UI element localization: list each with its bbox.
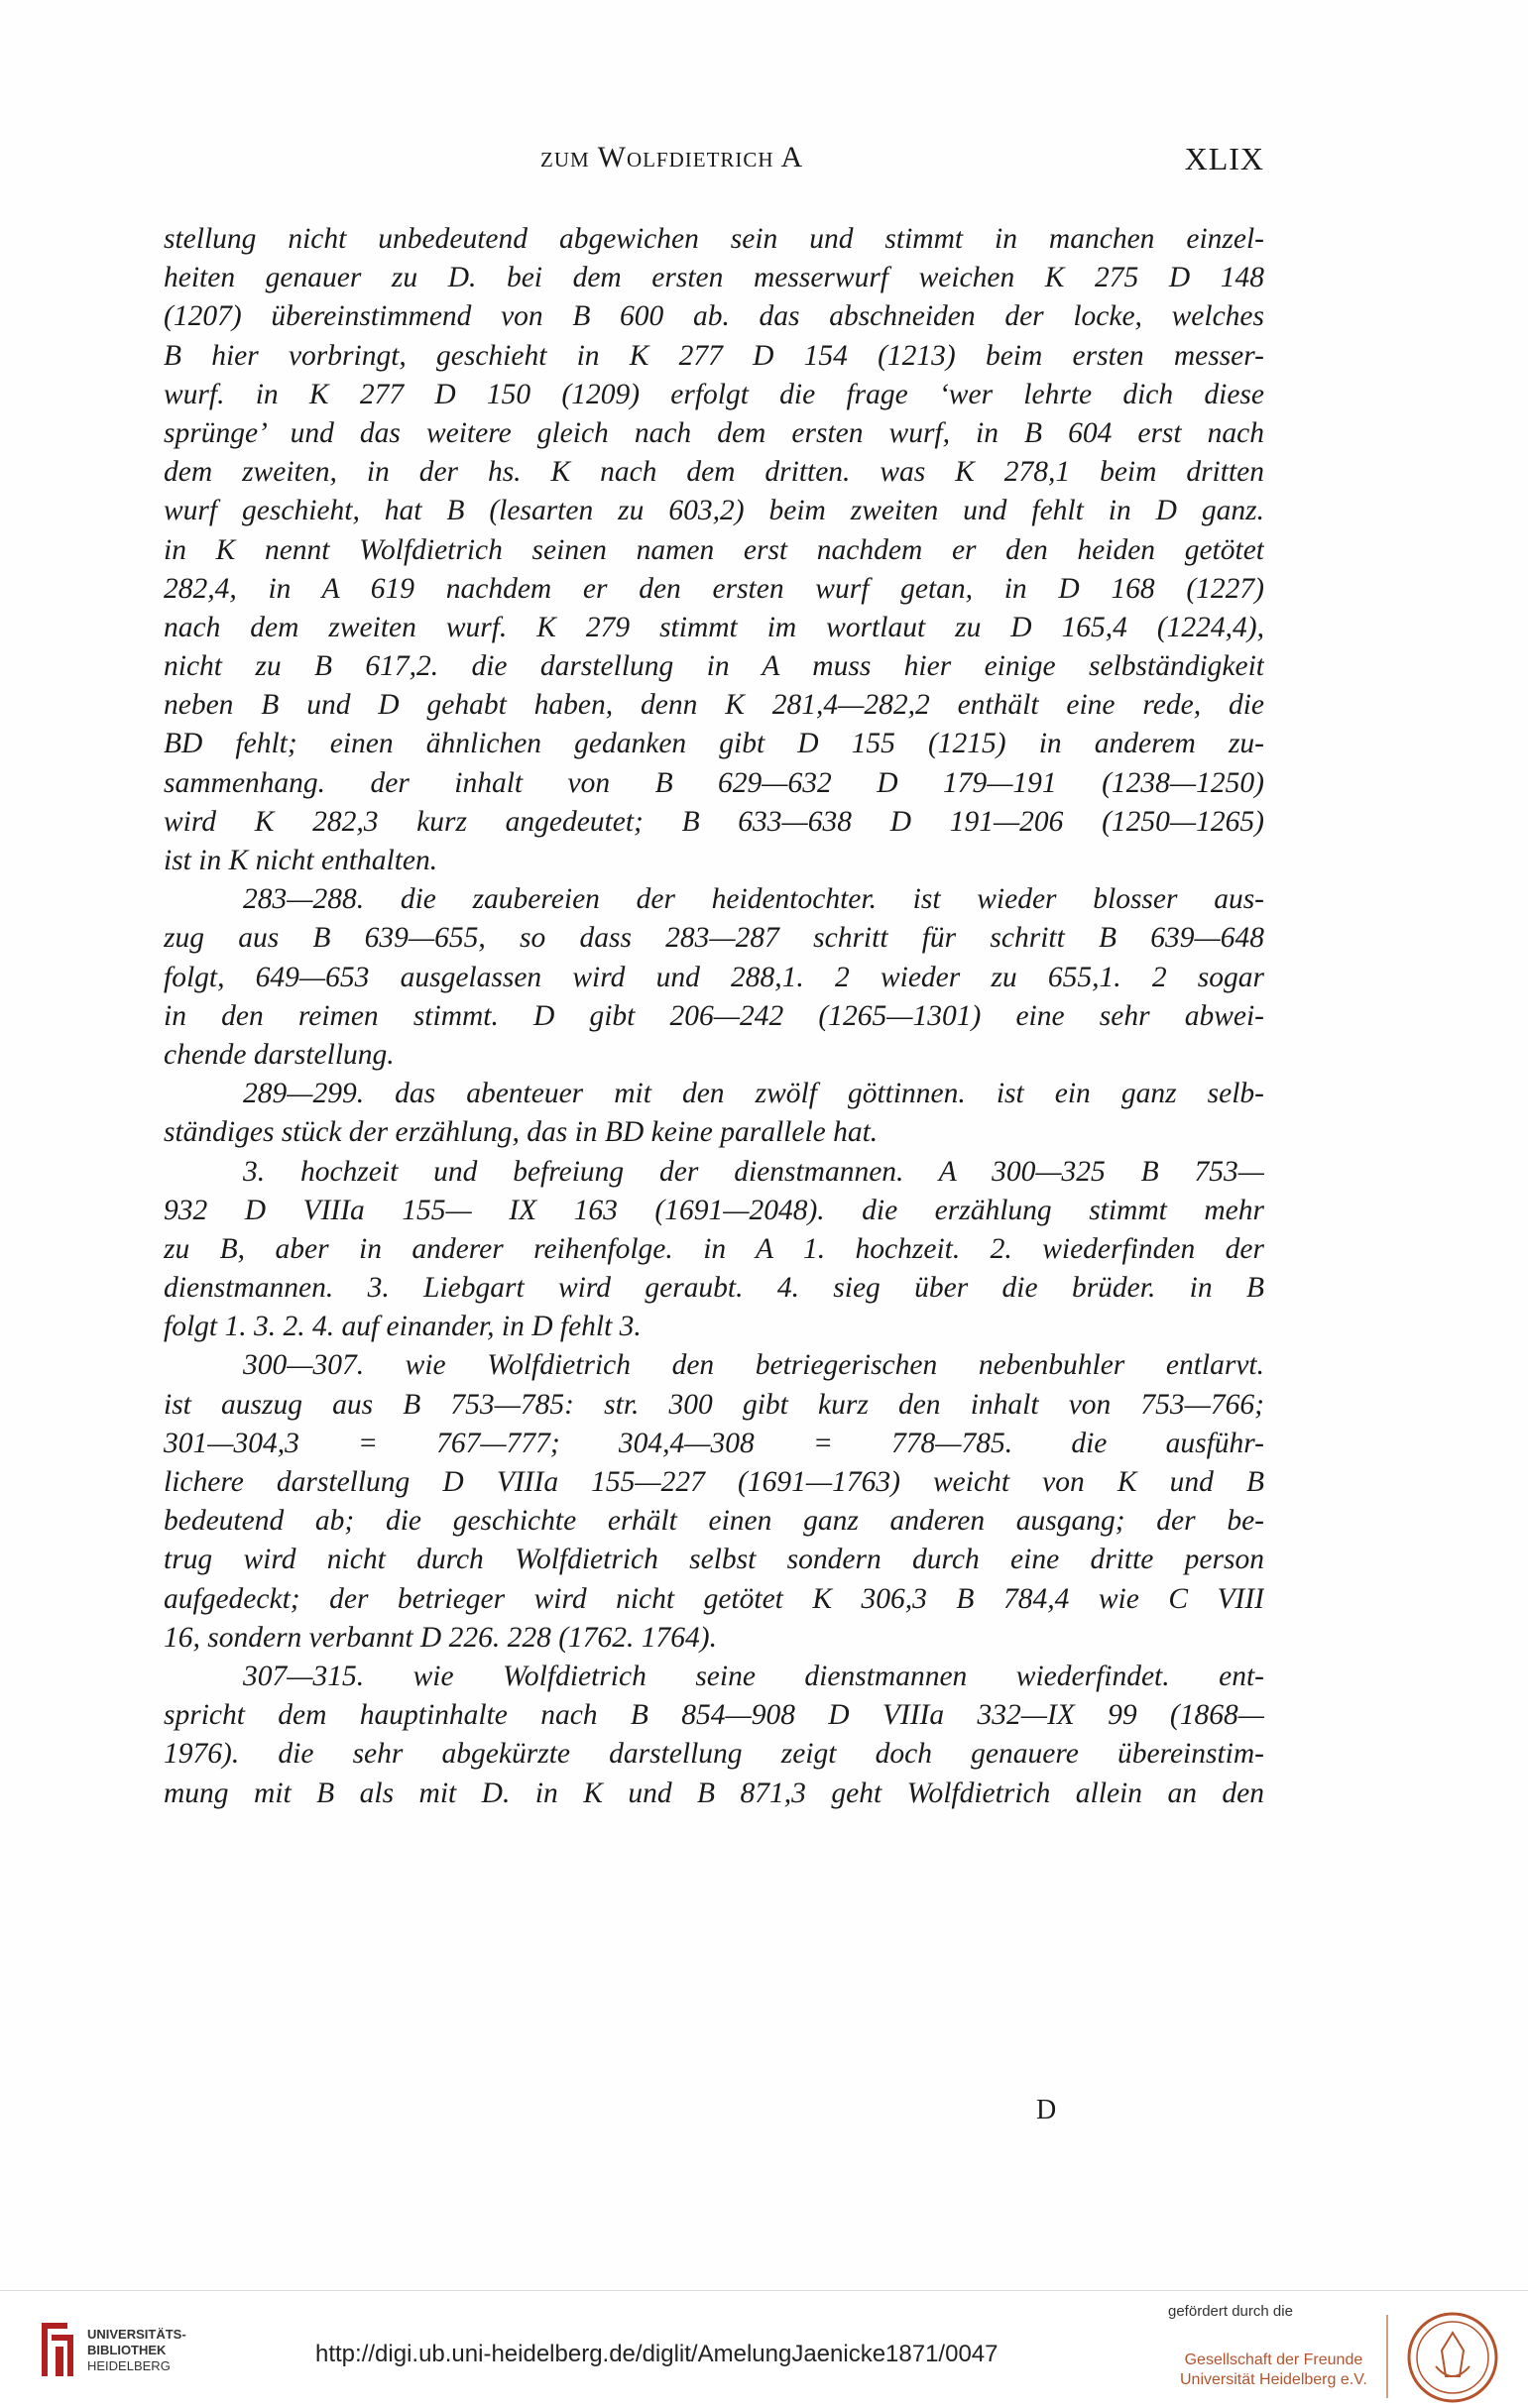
text-line: stellung nicht unbedeutend abgewichen sein und stimmt in manchen einzel- — [164, 223, 1264, 255]
funding-label: gefördert durch die — [1168, 2303, 1293, 2320]
text-line: zu B, aber in anderer reihenfolge. in A 1. hochzeit. 2. wiederfinden der — [164, 1232, 1264, 1265]
text-line: ist auszug aus B 753—785: str. 300 gibt kurz den inhalt von 753—766; — [164, 1388, 1264, 1421]
footer-bar — [0, 2290, 1528, 2408]
text-line: nach dem zweiten wurf. K 279 stimmt im wortlaut zu D 165,4 (1224,4), — [164, 611, 1264, 643]
text-line: trug wird nicht durch Wolfdietrich selbst sondern durch eine dritte person — [164, 1544, 1264, 1576]
text-line: B hier vorbringt, geschieht in K 277 D 154 (1213) beim ersten messer- — [164, 339, 1264, 372]
text-line: in den reimen stimmt. D gibt 206—242 (1265—1301) eine sehr abwei- — [164, 999, 1264, 1032]
text-line: (1207) übereinstimmend von B 600 ab. das abschneiden der locke, welches — [164, 300, 1264, 333]
seal-icon — [1406, 2311, 1499, 2404]
library-name-line: BIBLIOTHEK — [87, 2343, 167, 2357]
society-name-line: Gesellschaft der Freunde — [1184, 2351, 1363, 2368]
text-line: wurf. in K 277 D 150 (1209) erfolgt die frage ‘wer lehrte dich diese — [164, 378, 1264, 410]
library-name — [87, 2327, 186, 2374]
running-title: zum Wolfdietrich A — [540, 141, 804, 173]
text-line: chende darstellung. — [164, 1038, 395, 1071]
text-line: wird K 282,3 kurz angedeutet; B 633—638 D 191—206 (1250—1265) — [164, 805, 1264, 838]
text-line: BD fehlt; einen ähnlichen gedanken gibt D 155 (1215) in anderem zu- — [164, 728, 1264, 760]
text-line: sprünge’ und das weitere gleich nach dem ersten wurf, in B 604 erst nach — [164, 416, 1264, 449]
text-line: 283—288. die zaubereien der heidentochter. ist wieder blosser aus- — [243, 883, 1264, 916]
text-line: spricht dem hauptinhalte nach B 854—908 D VIIIa 332—IX 99 (1868— — [164, 1699, 1264, 1732]
society-name-line: Universität Heidelberg e.V. — [1180, 2371, 1367, 2388]
text-line: folgt 1. 3. 2. 4. auf einander, in D fehlt 3. — [164, 1311, 642, 1343]
text-line: lichere darstellung D VIIIa 155—227 (1691—1763) weicht von K und B — [164, 1466, 1264, 1498]
page-header — [164, 141, 1264, 180]
text-line: bedeutend ab; die geschichte erhält einen ganz anderen ausgang; der be- — [164, 1505, 1264, 1538]
library-name-line: UNIVERSITÄTS- — [87, 2327, 186, 2342]
text-line: dem zweiten, in der hs. K nach dem dritten. was K 278,1 beim dritten — [164, 456, 1264, 489]
text-line: neben B und D gehabt haben, denn K 281,4—282,2 enthält eine rede, die — [164, 689, 1264, 722]
text-line: sammenhang. der inhalt von B 629—632 D 179—191 (1238—1250) — [164, 766, 1264, 799]
text-line: 16, sondern verbannt D 226. 228 (1762. 1764). — [164, 1621, 717, 1654]
text-line: mung mit B als mit D. in K und B 871,3 geht Wolfdietrich allein an den — [164, 1777, 1264, 1809]
text-line: zug aus B 639—655, so dass 283—287 schritt für schritt B 639—648 — [164, 922, 1264, 955]
text-line: aufgedeckt; der betrieger wird nicht getötet K 306,3 B 784,4 wie C VIII — [164, 1582, 1264, 1615]
text-line: 932 D VIIIa 155— IX 163 (1691—2048). die erzählung stimmt mehr — [164, 1194, 1264, 1226]
text-line: 300—307. wie Wolfdietrich den betriegerischen nebenbuhler entlarvt. — [243, 1349, 1264, 1382]
text-line: folgt, 649—653 ausgelassen wird und 288,1. 2 wieder zu 655,1. 2 sogar — [164, 961, 1264, 993]
society-name — [1180, 2351, 1367, 2390]
library-name-line: HEIDELBERG — [87, 2358, 171, 2373]
page-number: XLIX — [1184, 141, 1264, 176]
text-line: 289—299. das abenteuer mit den zwölf göttinnen. ist ein ganz selb- — [243, 1078, 1264, 1110]
text-line: 3. hochzeit und befreiung der dienstmannen. A 300—325 B 753— — [243, 1155, 1264, 1188]
text-line: ständiges stück der erzählung, das in BD keine parallele hat. — [164, 1116, 879, 1149]
text-line: in K nennt Wolfdietrich seinen namen erst nachdem er den heiden getötet — [164, 533, 1264, 566]
signature-mark: D — [1036, 2095, 1057, 2125]
text-line: wurf geschieht, hat B (lesarten zu 603,2) beim zweiten und fehlt in D ganz. — [164, 495, 1264, 527]
text-line: dienstmannen. 3. Liebgart wird geraubt. 4. sieg über die brüder. in B — [164, 1272, 1264, 1305]
text-line: 307—315. wie Wolfdietrich seine dienstmannen wiederfindet. ent- — [243, 1660, 1264, 1692]
body-text — [164, 220, 1264, 1813]
text-line: heiten genauer zu D. bei dem ersten messerwurf weichen K 275 D 148 — [164, 262, 1264, 294]
library-logo-icon — [38, 2319, 77, 2380]
text-line: 301—304,3 = 767—777; 304,4—308 = 778—785. die ausführ- — [164, 1427, 1264, 1459]
text-line: 1976). die sehr abgekürzte darstellung zeigt doch genauere übereinstim- — [164, 1738, 1264, 1771]
text-line: ist in K nicht enthalten. — [164, 845, 438, 876]
divider — [1386, 2315, 1388, 2398]
permalink-link[interactable]: http://digi.ub.uni-heidelberg.de/diglit/AmelungJaenicke1871/0047 — [315, 2341, 999, 2367]
text-line: nicht zu B 617,2. die darstellung in A muss hier einige selbständigkeit — [164, 650, 1264, 683]
text-line: 282,4, in A 619 nachdem er den ersten wurf getan, in D 168 (1227) — [164, 572, 1264, 605]
